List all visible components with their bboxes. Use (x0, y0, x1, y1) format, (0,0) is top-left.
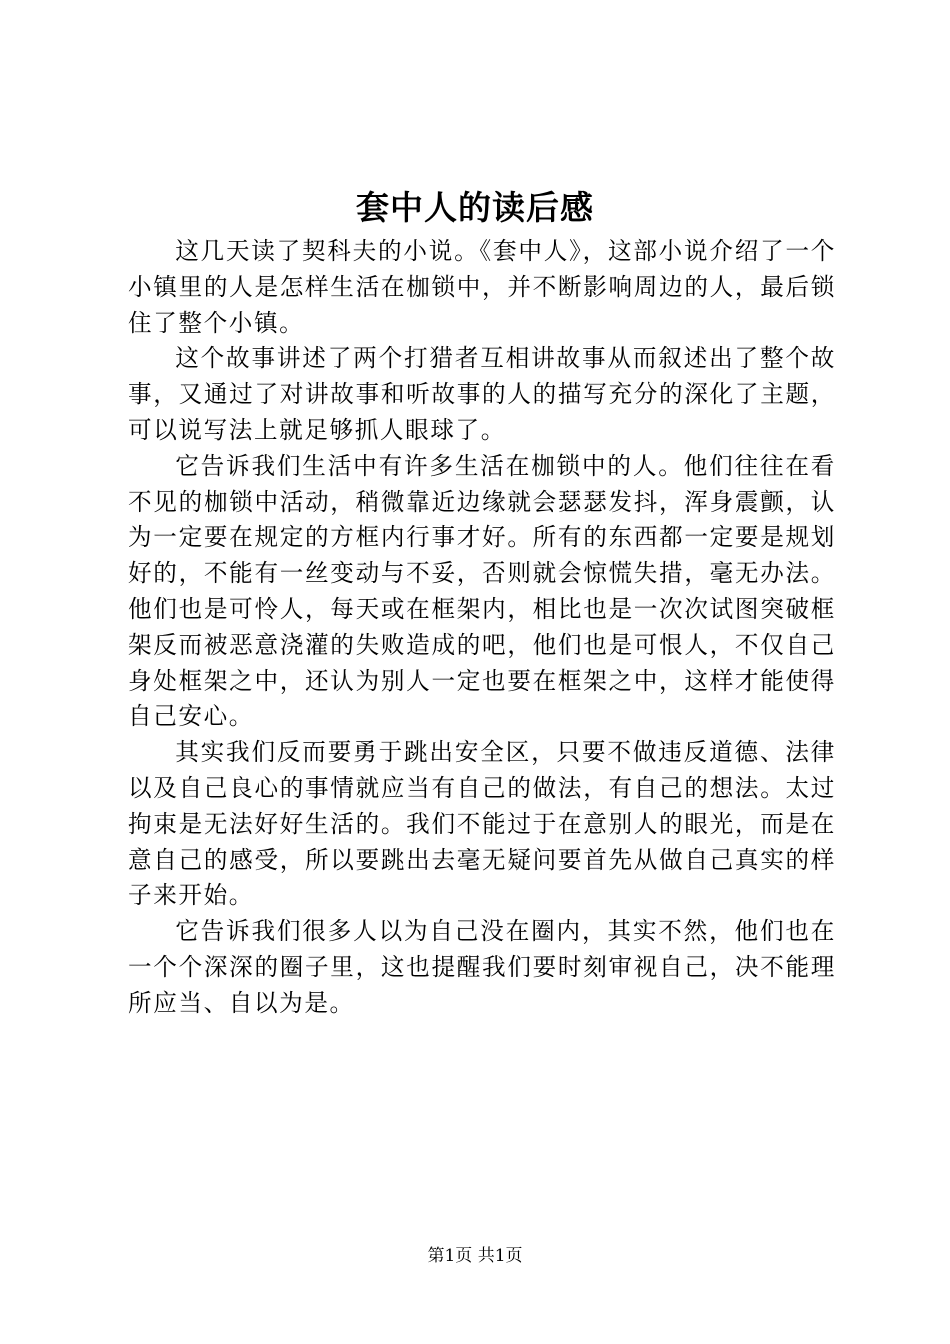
document-body (128, 234, 836, 1022)
paragraph-5: 它告诉我们很多人以为自己没在圈内，其实不然，他们也在一个个深深的圈子里，这也提醒我们要时刻审视自己，决不能理所应当、自以为是。 (128, 917, 836, 1017)
paragraph-4: 其实我们反而要勇于跳出安全区，只要不做违反道德、法律以及自己良心的事情就应当有自己的做法，有自己的想法。太过拘束是无法好好生活的。我们不能过于在意别人的眼光，而是在意自己的感受，所以要跳出去毫无疑问要首先从做自己真实的样子来开始。 (128, 738, 836, 910)
paragraph-2: 这个故事讲述了两个打猎者互相讲故事从而叙述出了整个故事，又通过了对讲故事和听故事的人的描写充分的深化了主题，可以说写法上就足够抓人眼球了。 (128, 344, 836, 444)
paragraph-3: 它告诉我们生活中有许多生活在枷锁中的人。他们往往在看不见的枷锁中活动，稍微靠近边缘就会瑟瑟发抖，浑身震颤，认为一定要在规定的方框内行事才好。所有的东西都一定要是规划好的，不能有一丝变动与不妥，否则就会惊慌失措，毫无办法。他们也是可怜人，每天或在框架内，相比也是一次次试图突破框架反而被恶意浇灌的失败造成的吧，他们也是可恨人，不仅自己身处框架之中，还认为别人一定也要在框架之中，这样才能使得自己安心。 (128, 451, 836, 731)
paragraph-1: 这几天读了契科夫的小说。《套中人》，这部小说介绍了一个小镇里的人是怎样生活在枷锁中，并不断影响周边的人，最后锁住了整个小镇。 (128, 237, 836, 337)
document-title: 套中人的读后感 (356, 188, 594, 227)
page-footer: 第1页 共1页 (427, 1246, 523, 1266)
